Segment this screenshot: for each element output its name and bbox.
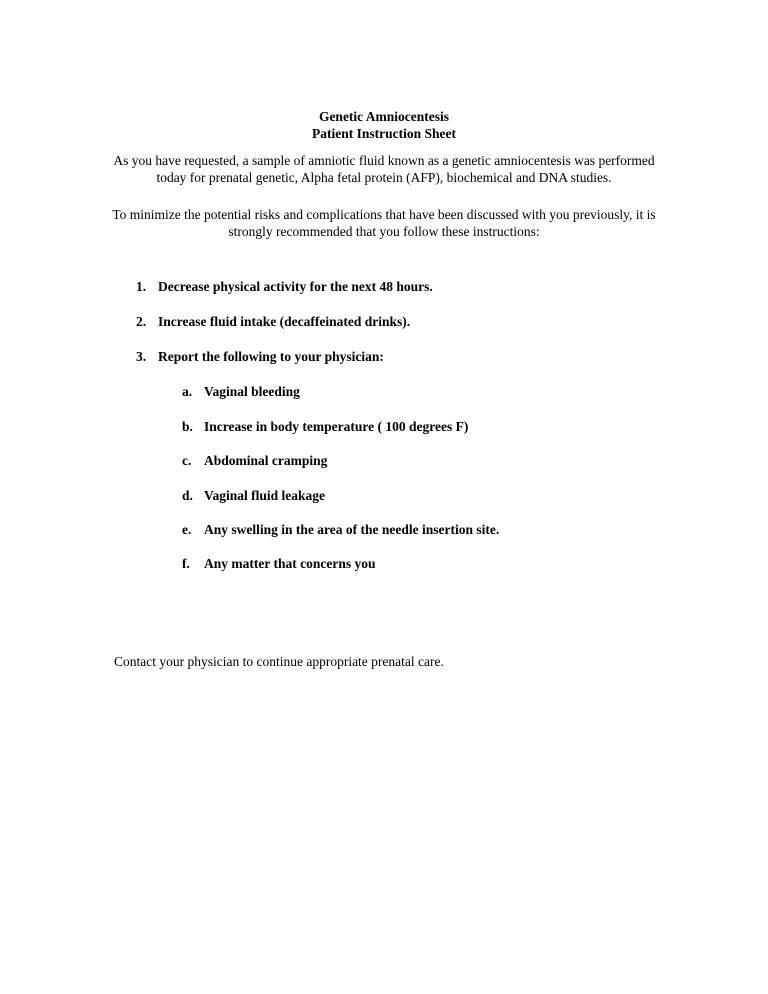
- instruction-text: Increase fluid intake (decaffeinated drinks).: [158, 314, 411, 329]
- intro-paragraph: [108, 152, 660, 186]
- intro-line-1: As you have requested, a sample of amniotic fluid known as a genetic amniocentesis was performed: [113, 153, 655, 168]
- instruction-item-2: [136, 313, 410, 330]
- report-marker: e.: [182, 522, 192, 537]
- document-subtitle: Patient Instruction Sheet: [312, 126, 456, 141]
- instruction-text: Decrease physical activity for the next 48 hours.: [158, 279, 433, 294]
- risk-line-1: To minimize the potential risks and complications that have been discussed with you previously, it is: [112, 207, 656, 222]
- report-text: Increase in body temperature ( 100 degrees F): [204, 419, 469, 434]
- risk-paragraph: [108, 206, 660, 240]
- report-text: Vaginal bleeding: [204, 384, 300, 399]
- report-item-a: [182, 383, 300, 400]
- report-marker: d.: [182, 488, 193, 503]
- instruction-marker: 2.: [136, 314, 147, 329]
- report-text: Abdominal cramping: [204, 453, 328, 468]
- document-title: Genetic Amniocentesis: [318, 109, 450, 124]
- intro-line-2: today for prenatal genetic, Alpha fetal protein (AFP), biochemical and DNA studies.: [156, 170, 612, 185]
- report-text: Vaginal fluid leakage: [204, 488, 326, 503]
- report-item-b: [182, 418, 468, 435]
- report-item-e: [182, 521, 499, 538]
- report-item-c: [182, 452, 327, 469]
- instruction-item-1: [136, 278, 433, 295]
- report-marker: f.: [182, 556, 190, 571]
- report-text: Any matter that concerns you: [204, 556, 376, 571]
- instruction-marker: 3.: [136, 349, 147, 364]
- report-item-d: [182, 487, 325, 504]
- report-item-f: [182, 555, 375, 572]
- report-marker: b.: [182, 419, 193, 434]
- instruction-text: Report the following to your physician:: [158, 349, 384, 364]
- closing-statement: Contact your physician to continue appropriate prenatal care.: [114, 654, 444, 669]
- risk-line-2: strongly recommended that you follow these instructions:: [228, 224, 540, 239]
- instruction-marker: 1.: [136, 279, 147, 294]
- report-marker: c.: [182, 453, 192, 468]
- report-text: Any swelling in the area of the needle insertion site.: [204, 522, 500, 537]
- document-heading: [0, 108, 768, 142]
- instruction-item-3: [136, 348, 384, 365]
- report-marker: a.: [182, 384, 193, 399]
